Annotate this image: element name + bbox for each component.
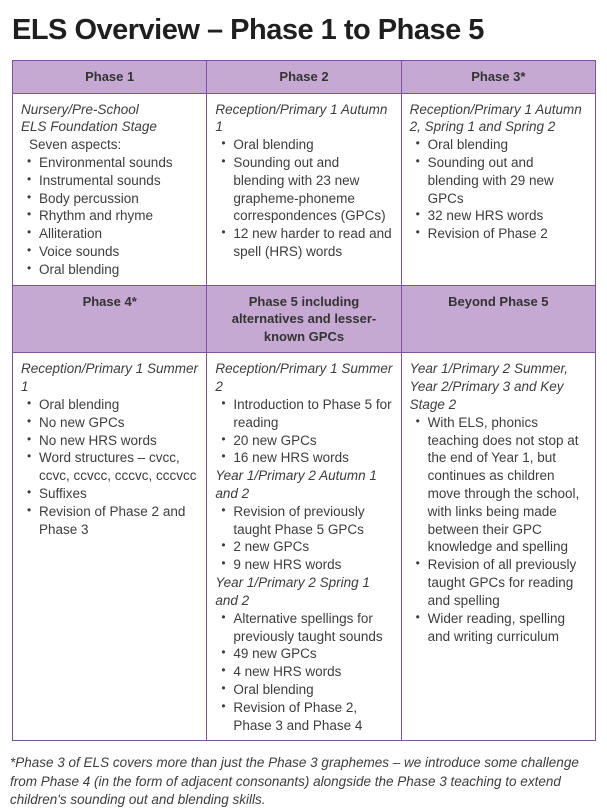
bullet-item (410, 154, 587, 207)
bullet-text: Body percussion (39, 190, 139, 206)
cell-heading: ELS Foundation Stage (21, 119, 157, 135)
bullet-icon: • (415, 136, 420, 151)
bullet-text: 32 new HRS words (427, 208, 544, 224)
bullet-icon: • (221, 502, 226, 517)
bullet-text: Oral blending (233, 137, 314, 153)
bullet-icon: • (27, 260, 32, 275)
phase-overview-table (12, 60, 596, 741)
body-row-2 (13, 353, 596, 741)
bullet-text: Rhythm and rhyme (39, 208, 154, 224)
bullet-item (410, 610, 587, 646)
bullet-text: Alliteration (39, 226, 103, 242)
cell-heading: Year 1/Primary 2 Summer, Year 2/Primary 3 and Key Stage 2 (409, 361, 568, 412)
bullet-text: Revision of Phase 2, Phase 3 and Phase 4 (233, 699, 363, 733)
bullet-text: Suffixes (39, 486, 87, 501)
bullet-item (215, 663, 392, 681)
bullet-text: Wider reading, spelling and writing curriculum (427, 610, 565, 644)
bullet-icon: • (27, 449, 32, 464)
bullet-icon: • (27, 207, 32, 222)
bullet-item (410, 136, 587, 154)
bullet-item (21, 154, 198, 172)
cell-heading: Reception/Primary 1 Summer 1 (21, 361, 199, 395)
bullet-text: Word structures – cvcc, ccvc, ccvcc, cccvc, cccvcc (39, 450, 197, 484)
cell-heading: Nursery/Pre-School (21, 101, 139, 117)
bullet-item (21, 207, 198, 225)
bullet-item (410, 556, 587, 609)
column-header-phase-5: Phase 5 including alternatives and lesser-known GPCs (207, 285, 401, 353)
bullet-item (21, 449, 198, 485)
bullet-item (410, 207, 587, 225)
bullet-item (21, 485, 198, 503)
bullet-icon: • (221, 538, 226, 553)
bullet-item (215, 432, 392, 450)
bullet-item (21, 243, 198, 261)
bullet-text: 20 new GPCs (233, 432, 317, 448)
bullet-text: Oral blending (39, 261, 120, 277)
bullet-item (410, 225, 587, 243)
bullet-item (215, 681, 392, 699)
bullet-icon: • (221, 698, 226, 713)
cell-heading: Year 1/Primary 2 Spring 1 and 2 (215, 575, 370, 608)
bullet-item (215, 225, 392, 261)
bullet-item (21, 414, 198, 432)
bullet-item (215, 538, 392, 556)
bullet-text: 4 new HRS words (233, 664, 342, 680)
bullet-icon: • (221, 663, 226, 678)
bullet-icon: • (27, 189, 32, 204)
bullet-item (21, 396, 198, 414)
bullet-item (215, 154, 392, 225)
bullet-item (21, 432, 198, 450)
bullet-text: With ELS, phonics teaching does not stop at the end of Year 1, but continues as children move through the school, with links being made between their GPC knowledge and spelling (427, 414, 580, 555)
bullet-icon: • (415, 556, 420, 571)
bullet-icon: • (415, 225, 420, 240)
bullet-icon: • (27, 431, 32, 446)
bullet-icon: • (27, 225, 32, 240)
bullet-item (21, 261, 198, 279)
bullet-text: Oral blending (233, 681, 314, 697)
bullet-text: Revision of all previously taught GPCs for reading and spelling (427, 557, 577, 608)
column-header-phase-3: Phase 3* (401, 61, 595, 94)
bullet-text: Oral blending (39, 396, 120, 412)
bullet-item (215, 396, 392, 432)
phase-2-cell (207, 93, 401, 285)
bullet-text: Sounding out and blending with 29 new GPCs (427, 154, 554, 206)
cell-heading: Year 1/Primary 2 Autumn 1 and 2 (215, 468, 377, 501)
bullet-icon: • (415, 609, 420, 624)
bullet-icon: • (221, 395, 226, 410)
bullet-text: Alternative spellings for previously taught sounds (233, 610, 383, 644)
bullet-text: No new GPCs (39, 414, 125, 430)
bullet-text: 2 new GPCs (233, 539, 310, 555)
cell-heading: Reception/Primary 1 Autumn 1 (215, 101, 388, 135)
bullet-text: 16 new HRS words (233, 450, 349, 466)
bullet-icon: • (221, 609, 226, 624)
phase-3-cell (401, 93, 595, 285)
bullet-item (215, 449, 392, 467)
cell-heading: Reception/Primary 1 Autumn 2, Spring 1 and Spring 2 (409, 101, 582, 135)
cell-heading: Reception/Primary 1 Summer 2 (215, 361, 393, 395)
bullet-text: No new HRS words (39, 432, 157, 448)
phase-1-cell (13, 93, 207, 285)
bullet-icon: • (415, 413, 420, 428)
bullet-item (21, 190, 198, 208)
bullet-text: 9 new HRS words (233, 557, 342, 573)
bullet-icon: • (221, 449, 226, 464)
bullet-text: Environmental sounds (39, 154, 173, 170)
bullet-item (215, 556, 392, 574)
bullet-icon: • (221, 556, 226, 571)
bullet-icon: • (415, 207, 420, 222)
bullet-icon: • (27, 413, 32, 428)
bullet-icon: • (27, 153, 32, 168)
bullet-icon: • (221, 645, 226, 660)
bullet-icon: • (27, 485, 32, 499)
bullet-item (215, 645, 392, 663)
beyond-phase-5-cell (401, 353, 595, 741)
bullet-item (21, 225, 198, 243)
column-header-phase-4: Phase 4* (13, 285, 207, 353)
bullet-icon: • (27, 243, 32, 258)
bullet-item (215, 503, 392, 539)
bullet-icon: • (221, 431, 226, 446)
page-title: ELS Overview – Phase 1 to Phase 5 (12, 14, 484, 46)
bullet-icon: • (415, 153, 420, 168)
phase-4-cell (13, 353, 207, 741)
cell-subheading: Seven aspects: (29, 137, 122, 153)
bullet-text: Revision of previously taught Phase 5 GPCs (233, 503, 365, 537)
bullet-icon: • (221, 225, 226, 240)
bullet-item (215, 136, 392, 154)
bullet-icon: • (221, 153, 226, 168)
bullet-item (21, 172, 198, 190)
column-header-phase-1: Phase 1 (13, 61, 207, 94)
bullet-icon: • (221, 680, 226, 695)
footnote: *Phase 3 of ELS covers more than just the Phase 3 graphemes – we introduce some challenge from Phase 4 (in the form of adjacent consonants) alongside the Phase 3 teaching to extend children's sounding out and blending skills. (10, 755, 579, 807)
bullet-text: Instrumental sounds (39, 172, 161, 188)
bullet-icon: • (221, 136, 226, 151)
body-row-1 (13, 93, 596, 285)
bullet-text: Revision of Phase 2 and Phase 3 (39, 503, 186, 537)
bullet-text: 49 new GPCs (233, 646, 317, 662)
bullet-icon: • (27, 395, 32, 410)
bullet-item (215, 699, 392, 735)
bullet-item (215, 610, 392, 646)
header-row-1 (13, 61, 596, 94)
bullet-item (410, 414, 587, 557)
bullet-item (21, 503, 198, 539)
bullet-text: Revision of Phase 2 (427, 226, 548, 242)
bullet-text: Sounding out and blending with 23 new grapheme-phoneme correspondences (GPCs) (233, 154, 386, 224)
bullet-icon: • (27, 171, 32, 186)
column-header-beyond-phase-5: Beyond Phase 5 (401, 285, 595, 353)
bullet-text: Introduction to Phase 5 for reading (233, 396, 392, 430)
bullet-icon: • (27, 502, 32, 517)
header-row-2 (13, 285, 596, 353)
bullet-text: Voice sounds (39, 244, 120, 260)
phase-5-cell (207, 353, 401, 741)
column-header-phase-2: Phase 2 (207, 61, 401, 94)
bullet-text: 12 new harder to read and spell (HRS) words (233, 226, 392, 260)
bullet-text: Oral blending (427, 137, 508, 153)
